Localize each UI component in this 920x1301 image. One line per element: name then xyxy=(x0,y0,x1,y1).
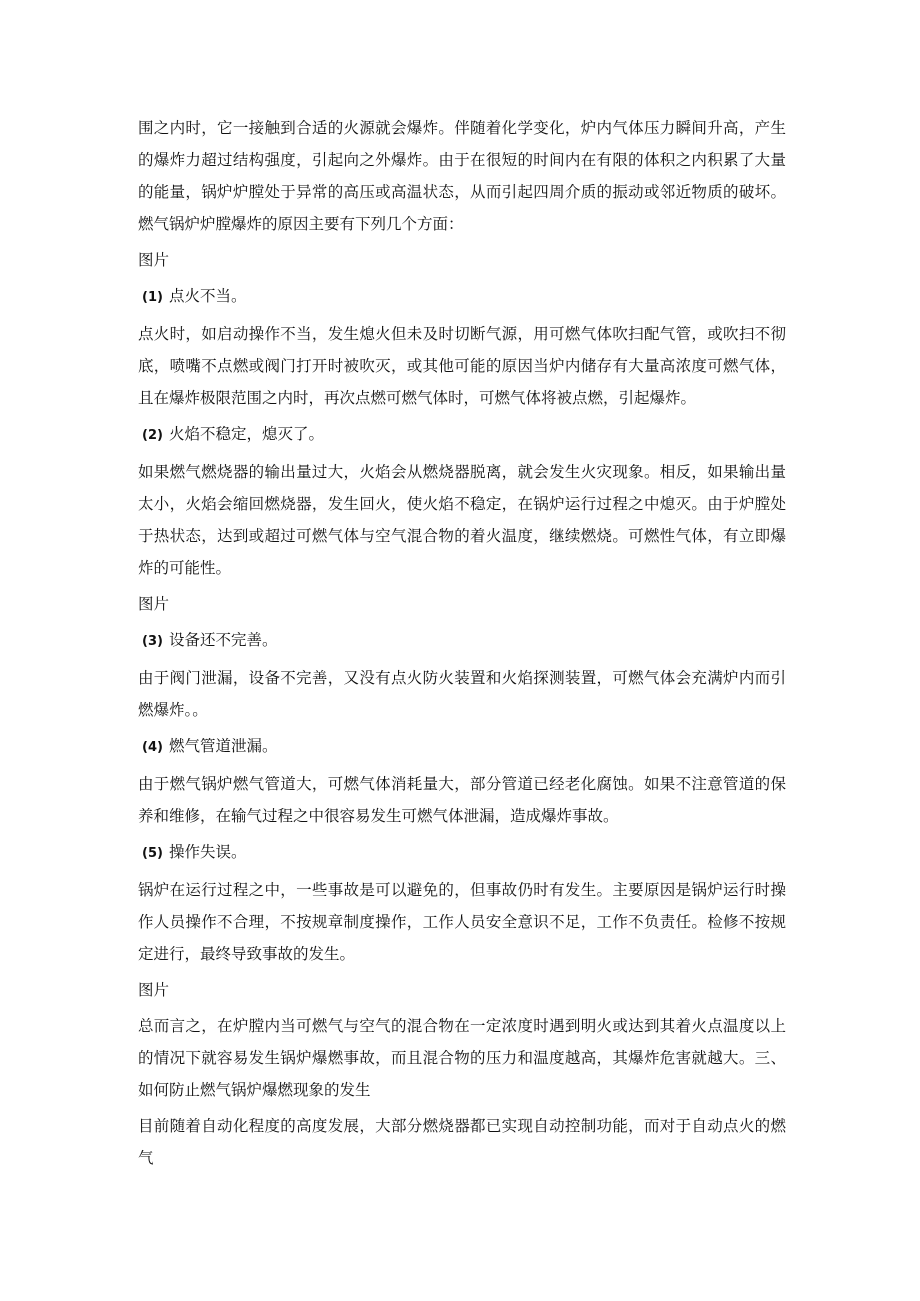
paragraph: 锅炉在运行过程之中，一些事故是可以避免的，但事故仍时有发生。主要原因是锅炉运行时操作人员操作不合理，不按规章制度操作，工作人员安全意识不足，工作不负责任。检修不按规定进行，最终导致事故的发生。 xyxy=(138,881,786,963)
section-heading xyxy=(138,624,786,658)
image-placeholder: 图片 xyxy=(138,595,170,613)
image-placeholder: 图片 xyxy=(138,251,170,269)
heading-text: 操作失误。 xyxy=(168,843,247,861)
heading-number: (5) xyxy=(142,846,163,861)
section-heading xyxy=(138,730,786,764)
paragraph-conclusion: 总而言之，在炉膛内当可燃气与空气的混合物在一定浓度时遇到明火或达到其着火点温度以上的情况下就容易发生锅炉爆燃事故，而且混合物的压力和温度越高，其爆炸危害就越大。三、如何防止燃气锅炉爆燃现象的发生 xyxy=(138,1017,786,1099)
heading-text: 燃气管道泄漏。 xyxy=(168,737,278,755)
document-body xyxy=(138,112,786,1178)
heading-number: (4) xyxy=(142,740,163,755)
heading-number: (3) xyxy=(142,634,163,649)
paragraph: 目前随着自动化程度的高度发展，大部分燃烧器都已实现自动控制功能，而对于自动点火的燃气 xyxy=(138,1117,786,1167)
paragraph-intro: 围之内时，它一接触到合适的火源就会爆炸。伴随着化学变化，炉内气体压力瞬间升高，产生的爆炸力超过结构强度，引起向之外爆炸。由于在很短的时间内在有限的体积之内积累了大量的能量，锅炉炉膛处于异常的高压或高温状态，从而引起四周介质的振动或邻近物质的破坏。燃气锅炉炉膛爆炸的原因主要有下列几个方面： xyxy=(138,119,786,233)
paragraph: 如果燃气燃烧器的输出量过大，火焰会从燃烧器脱离，就会发生火灾现象。相反，如果输出量太小，火焰会缩回燃烧器，发生回火，使火焰不稳定，在锅炉运行过程之中熄灭。由于炉膛处于热状态，达到或超过可燃气体与空气混合物的着火温度，继续燃烧。可燃性气体，有立即爆炸的可能性。 xyxy=(138,463,786,577)
heading-text: 设备还不完善。 xyxy=(168,631,278,649)
image-placeholder: 图片 xyxy=(138,981,170,999)
heading-text: 火焰不稳定，熄灭了。 xyxy=(168,425,324,443)
section-heading xyxy=(138,418,786,452)
heading-text: 点火不当。 xyxy=(168,287,247,305)
section-heading xyxy=(138,836,786,870)
section-heading xyxy=(138,280,786,314)
heading-number: (2) xyxy=(142,428,163,443)
paragraph: 由于阀门泄漏，设备不完善，又没有点火防火装置和火焰探测装置，可燃气体会充满炉内而引燃爆炸。。 xyxy=(138,669,786,719)
paragraph: 点火时，如启动操作不当，发生熄火但未及时切断气源，用可燃气体吹扫配气管，或吹扫不彻底，喷嘴不点燃或阀门打开时被吹灭，或其他可能的原因当炉内储存有大量高浓度可燃气体，且在爆炸极限范围之内时，再次点燃可燃气体时，可燃气体将被点燃，引起爆炸。 xyxy=(138,325,786,407)
paragraph: 由于燃气锅炉燃气管道大，可燃气体消耗量大，部分管道已经老化腐蚀。如果不注意管道的保养和维修，在输气过程之中很容易发生可燃气体泄漏，造成爆炸事故。 xyxy=(138,775,786,825)
heading-number: (1) xyxy=(142,290,163,305)
